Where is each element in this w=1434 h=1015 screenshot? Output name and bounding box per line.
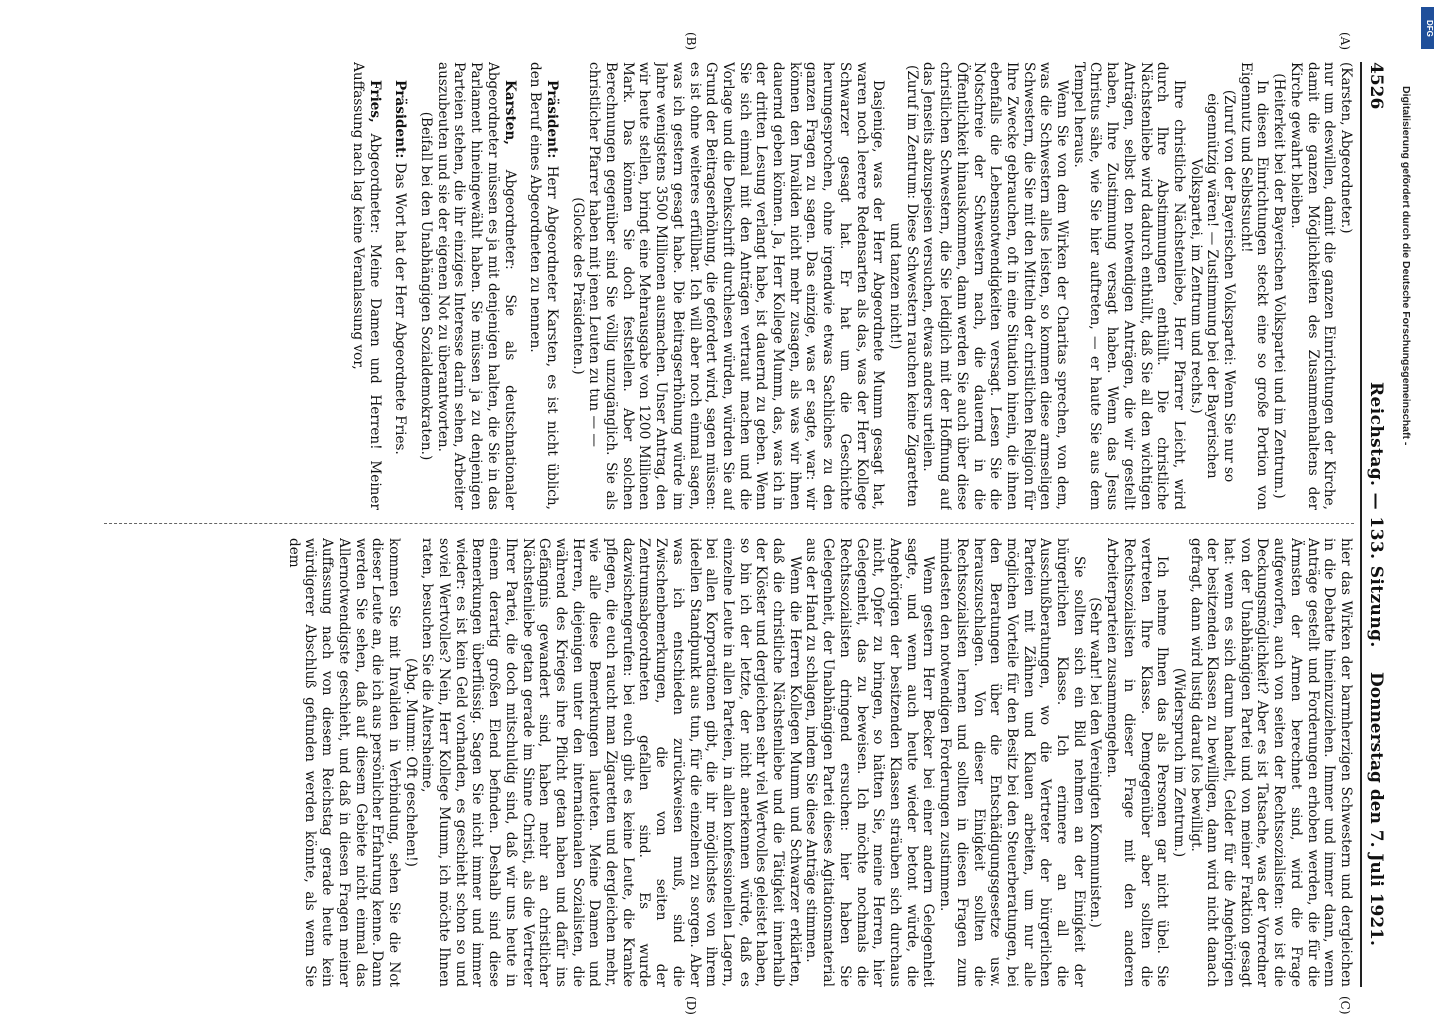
paragraph-text: kommen Sie mit Invaliden in Verbindung, sehen Sie die Not dieser Leute an, die ich aus persönlicher Erfahrung kenne. Dann werden Sie sehen, daß auf diesem Gebiete nicht einmal das Allernotwendigste geschieht, und daß in diesen Fragen meiner Auffassung nach von diesem Reichstag gerade heute kein würdigerer Abschluß gefunden werden könnte, als wenn Sie dem: [285, 538, 402, 987]
speech-paragraph: [285, 538, 402, 987]
page-header: [1362, 62, 1388, 987]
speech-paragraph: [803, 538, 937, 987]
speech-paragraph: [920, 62, 1070, 510]
paragraph-text: (Zuruf von der Bayerischen Volkspartei: Wenn Sie nur so eigennützig wären! — Zustimmung bei der Bayerischen Volkspartei, im Zentrum und rechts.): [1187, 89, 1238, 483]
paragraph-text: Abgeordneter: Meine Damen und Herren! Meiner Auffassung nach lag keine Veranlassung vor,: [349, 62, 383, 510]
paragraph-text: Ich nehme Ihnen das als Personen gar nicht übel. Sie vertreten Ihre Klasse. Demgegenüber aber sollten die Rechtssozialisten in dieser Frage mit den anderen Arbeiterparteien zusammengehen.: [1104, 538, 1171, 987]
speech-paragraph: [1237, 62, 1270, 510]
paragraph-text: (Widerspruch im Zentrum.): [1170, 667, 1187, 858]
speech-paragraph: [1187, 538, 1354, 987]
session-title: Reichstag. — 133. Sitzung.: [1366, 382, 1386, 648]
speech-paragraph: [936, 538, 1086, 987]
paragraph-text: Abgeordneter: Sie als deutschnationaler Abgeordneter müssen es ja mit denjenigen halten, die Sie in das Parlament hineingewählt haben. Sie müssen ja zu denjenigen Parteien stehen, die ihr einziges Interesse darin sehen, Arbeiter auszubeuten und sie der eigenen Not zu überantworten.: [434, 62, 518, 510]
paragraph-text: Ihre christliche Nächstenliebe, Herr Pfarrer Leicht, wird durch Ihre Abstimmungen enthüllt. Die christliche Nächstenliebe wird dadurch enthüllt, daß Sie all den wichtigen Anträgen, selbst den notwendigen Anträgen, die wir gestellt haben, Ihre Zustimmung versagt haben. Wenn das Jesus Christus sähe, wie Sie hier auftreten, — er haute Sie aus dem Tempel heraus.: [1070, 62, 1187, 510]
digitization-imprint: Digitalisierung gefördert durch die Deutsche Forschungsgemeinschaft -: [1400, 86, 1412, 446]
right-column: [104, 538, 1354, 987]
interjection: [1087, 538, 1104, 987]
paragraph-text: (Heiterkeit bei der Bayerischen Volkspartei und im Zentrum.): [1271, 73, 1288, 499]
speech-paragraph: [392, 62, 409, 510]
paragraph-text: Das Wort hat der Herr Abgeordnete Fries.: [392, 162, 409, 455]
interjection: [1270, 62, 1287, 510]
margin-mark-c: (C): [1338, 996, 1352, 1015]
header-rule: [1360, 62, 1362, 987]
speech-paragraph: [586, 62, 887, 510]
margin-mark-b: (B): [684, 32, 698, 51]
interjection: [569, 62, 586, 510]
speaker-name: Präsident:: [543, 80, 560, 159]
speaker-name: Präsident:: [392, 80, 409, 159]
rotated-page: [73, 32, 1388, 1015]
speaker-name: Fries,: [366, 80, 383, 123]
margin-mark-d: (D): [684, 996, 698, 1015]
session-date: Donnerstag den 7. Juli 1921.: [1366, 672, 1386, 946]
speech-paragraph: [419, 538, 803, 987]
speech-paragraph: [349, 62, 382, 510]
speech-paragraph: [1103, 538, 1170, 987]
paragraph-text: (Beifall bei den Unabhängigen Sozialdemokraten.): [418, 111, 435, 461]
paragraph-text: Wenn Sie von dem Wirken der Charitas sprechen, von dem, was die Schwestern alles leisten, so kommen diese armseligen Schwestern, die Sie mit den Mitteln der christlichen Religion für Ihre Zwecke gebrauchen, oft in eine Situation hinein, die ihnen ebenfalls die Lebensnotwendigkeiten versagt. Lesen Sie die Notschreie der Schwestern nach, die dauernd in die Öffentlichkeit hinauskommen, dann werden Sie auch über diese christlichen Schwestern, die Sie lediglich mit der Hoffnung auf das Jenseits abzuspeisen versuchen, etwas anders urteilen.: [920, 62, 1071, 510]
paragraph-text: (Karsten, Abgeordneter.): [1338, 62, 1354, 234]
paragraph-text: Wenn gestern Herr Becker bei einer andern Gelegenheit sagte, und wenn auch heute wieder betont würde, die Angehörigen der besitzenden Klassen sträuben sich durchaus nicht, Opfer zu bringen, so hätten Sie, meine Herren, hier Gelegenheit, das zu beweisen. Ich möchte nochmals die Rechtssozialisten dringend ersuchen: hier haben Sie Gelegenheit, der Unabhängigen Partei dieses Agitationsmaterial aus der Hand zu schlagen, indem Sie diese Anträge stimmen.: [803, 538, 937, 987]
interjection: [1170, 538, 1187, 987]
paragraph-text: Dasjenige, was der Herr Abgeordnete Mumm gesagt hat, waren noch leerere Redensarten als das, was der Herr Kollege Schwarzer gesagt hat. Er hat um die Geschichte herumgesprochen, ohne irgendwie etwas Sachliches zu den ganzen Fragen zu sagen. Das einzige, was er sagte, war: wir können den Invaliden nicht mehr zusagen, als was wir ihnen dauernd geben können. Ja, Herr Kollege Mumm, das, was ich in der dritten Lesung verlangt habe, ist dauernd zu geben. Wenn Sie sich einmal mit den Anträgen vertraut machen und die Vorlage und die Denkschrift durchlesen würden, würden Sie auf Grund der Beitragserhöhung, die gefordert wird, sagen müssen: es ist ohne weiteres erfüllbar. Ich will aber noch einmal sagen, was ich gestern gesagt habe. Die Beitragserhöhung würde im Jahre wenigstens 3500 Millionen ausmachen. Unser Antrag, den wir heute stellen, bringt eine Mehrausgabe von 1200 Millionen Mark. Das können Sie doch feststellen. Aber solchen Berechnungen gegenüber sind Sie völlig unzugänglich. Sie als christlicher Pfarrer haben mit jenen Leuten zu tun — —: [586, 62, 887, 510]
interjection: [1187, 62, 1237, 510]
paragraph-text: Sie sollten sich ein Bild nehmen an der Einigkeit der bürgerlichen Klasse. Ich erinnere an all die Ausschußberatungen, wo die Vertreter der bürgerlichen Parteien mit Zähnen und Klauen arbeiten, um nur alle möglichen Vorteile für den Besitz bei den Steuerberatungen, bei den Beratungen über die Entschädigungsgesetze usw. herauszuschlagen. Von dieser Einigkeit sollten die Rechtssozialisten lernen und sollten in diesen Fragen zum mindesten den notwendigen Forderungen zustimmen.: [937, 538, 1087, 987]
dfg-logo-text: DFG: [1425, 20, 1434, 37]
paragraph-text: hier das Wirken der barmherzigen Schwestern und dergleichen in die Debatte hineinzuziehen. Immer und immer dann, wenn Anträge gestellt und Forderungen erhoben werden, die für die Ärmsten der Armen berechnet sind, wird die Frage aufgeworfen, auch von seiten der Rechtssozialisten: wo ist die Deckungsmöglichkeit? Aber es ist Tatsache, was der Vorredner von der Unabhängigen Partei und von meiner Fraktion gesagt hat: wenn es sich darum handelt, Gelder für die Angehörigen der besitzenden Klassen zu bewilligen, dann wird nicht danach gefragt, dann wird lustig darauf los bewilligt.: [1187, 538, 1354, 987]
paragraph-text: (Sehr wahr! bei den Vereinigten Kommunisten.): [1087, 597, 1104, 928]
paragraph-text: Wenn die Herren Kollegen Mumm und Schwarzer erklärten, daß die christliche Nächstenliebe und die Tätigkeit innerhalb der Klöster und dergleichen sehr viel Wertvolles geleistet haben, so bin ich der letzte, der nicht anerkennen würde, daß es einzelne Leute in allen Parteien, in allen konfessionellen Lagern, bei allen Korporationen gibt, die ihr möglichstes von ihrem ideellen Standpunkt aus tun, für die einzelnen zu sorgen. Aber was ich entschieden zurückweisen muß, sind die Zwischenbemerkungen, die von seiten der Zentrumsabgeordneten gefallen sind. Es wurde dazwischengerufen: bei euch gibt es keine Leute, die Kranke pflegen, die euch raucht man Zigaretten und dergleichen mehr, wie alle diese Bemerkungen lauteten. Meine Damen und Herren, diejenigen unter den internationalen Sozialisten, die während des Krieges ihre Pflicht getan haben und dafür ins Gefängnis gewandert sind, haben mehr an christlicher Nächstenliebe getan gerade im Sinne Christi, als die Vertreter Ihrer Partei, die doch mitschuldig sind, daß wir uns heute in einem derartig großen Elend befinden. Deshalb sind diese Bemerkungen überflüssig. Sagen Sie nicht immer und immer wieder: es ist kein Geld vorhanden, es geschieht schon so und soviel Wertvolles? Nein, Herr Kollege Mumm, ich möchte Ihnen raten, besuchen Sie die Altersheime,: [419, 538, 803, 987]
dfg-logo: [1421, 7, 1434, 49]
speaker-name: Karsten,: [501, 80, 518, 145]
left-column: [104, 62, 1354, 510]
speech-paragraph: [1070, 62, 1187, 510]
paragraph-text: (Abg. Mumm: Oft geschehen!): [402, 658, 419, 867]
column-divider: [104, 523, 1354, 525]
interjection: [886, 62, 919, 510]
paragraph-text: (Glocke des Präsidenten.): [569, 197, 586, 375]
speech-paragraph: [1287, 62, 1337, 510]
page-number: 4526: [1366, 62, 1386, 110]
margin-mark-a: (A): [1338, 32, 1352, 51]
interjection: [402, 538, 419, 987]
speech-paragraph: [434, 62, 518, 510]
paragraph-text: In diesen Einrichtungen steckt eine so große Portion von Eigennutz und Selbstsucht!: [1237, 62, 1271, 510]
paragraph-text: Herr Abgeordneter Karsten, es ist nicht üblich, den Beruf eines Abgeordneten zu nennen.: [527, 62, 560, 510]
paragraph-text: (Zuruf im Zentrum: Diese Schwestern rauchen keine Zigaretten und tanzen nicht!): [887, 65, 920, 507]
speech-paragraph: [527, 62, 560, 510]
speech-paragraph: [1337, 62, 1354, 510]
paragraph-text: nur um deswillen, damit die ganzen Einrichtungen der Kirche, damit die ganzen Möglichkeiten des Zusammenhaltens der Kirche gewahrt bleiben.: [1287, 62, 1338, 510]
interjection: [417, 62, 434, 510]
